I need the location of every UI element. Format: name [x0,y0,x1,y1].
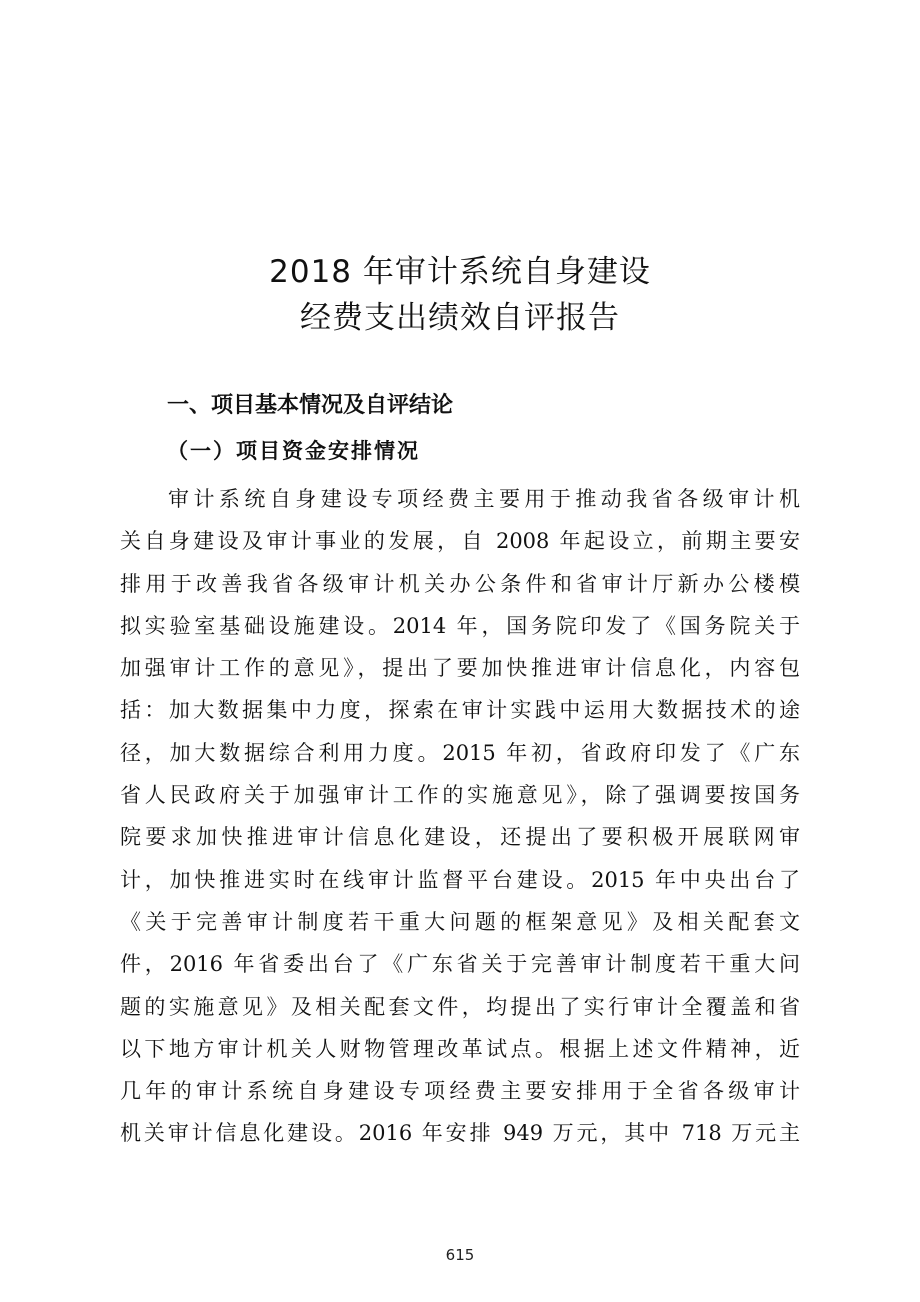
subsection-heading: （一）项目资金安排情况 [167,438,420,463]
body-paragraph [120,482,800,1159]
report-title-line-2: 经费支出绩效自评报告 [300,300,620,336]
paragraph-line: 以下地方审计机关人财物管理改革试点。根据上述文件精神，近 [120,1036,800,1061]
paragraph-line: 省人民政府关于加强审计工作的实施意见》，除了强调要按国务 [120,783,800,808]
paragraph-line: 径，加大数据综合利用力度。2015 年初，省政府印发了《广东 [120,740,800,765]
page-number: 615 [445,1246,475,1264]
report-title-line-1: 2018 年审计系统自身建设 [269,254,651,290]
section-heading: 一、项目基本情况及自评结论 [167,393,454,418]
paragraph-line: 计，加快推进实时在线审计监督平台建设。2015 年中央出台了 [120,867,800,892]
paragraph-line: 括：加大数据集中力度，探索在审计实践中运用大数据技术的途 [120,698,800,723]
paragraph-line: 审计系统自身建设专项经费主要用于推动我省各级审计机 [168,487,800,511]
paragraph-line: 排用于改善我省各级审计机关办公条件和省审计厅新办公楼模 [120,571,800,596]
paragraph-line: 关自身建设及审计事业的发展，自 2008 年起设立，前期主要安 [120,529,800,554]
paragraph-line: 《关于完善审计制度若干重大问题的框架意见》及相关配套文 [120,909,800,934]
paragraph-line: 件，2016 年省委出台了《广东省关于完善审计制度若干重大问 [120,952,800,977]
paragraph-line: 拟实验室基础设施建设。2014 年，国务院印发了《国务院关于 [120,613,800,638]
paragraph-line: 机关审计信息化建设。2016 年安排 949 万元，其中 718 万元主 [120,1121,800,1146]
paragraph-line: 加强审计工作的意见》，提出了要加快推进审计信息化，内容包 [120,656,800,681]
paragraph-line: 院要求加快推进审计信息化建设，还提出了要积极开展联网审 [120,825,800,850]
paragraph-line: 几年的审计系统自身建设专项经费主要安排用于全省各级审计 [120,1079,800,1104]
paragraph-line: 题的实施意见》及相关配套文件，均提出了实行审计全覆盖和省 [120,994,800,1019]
